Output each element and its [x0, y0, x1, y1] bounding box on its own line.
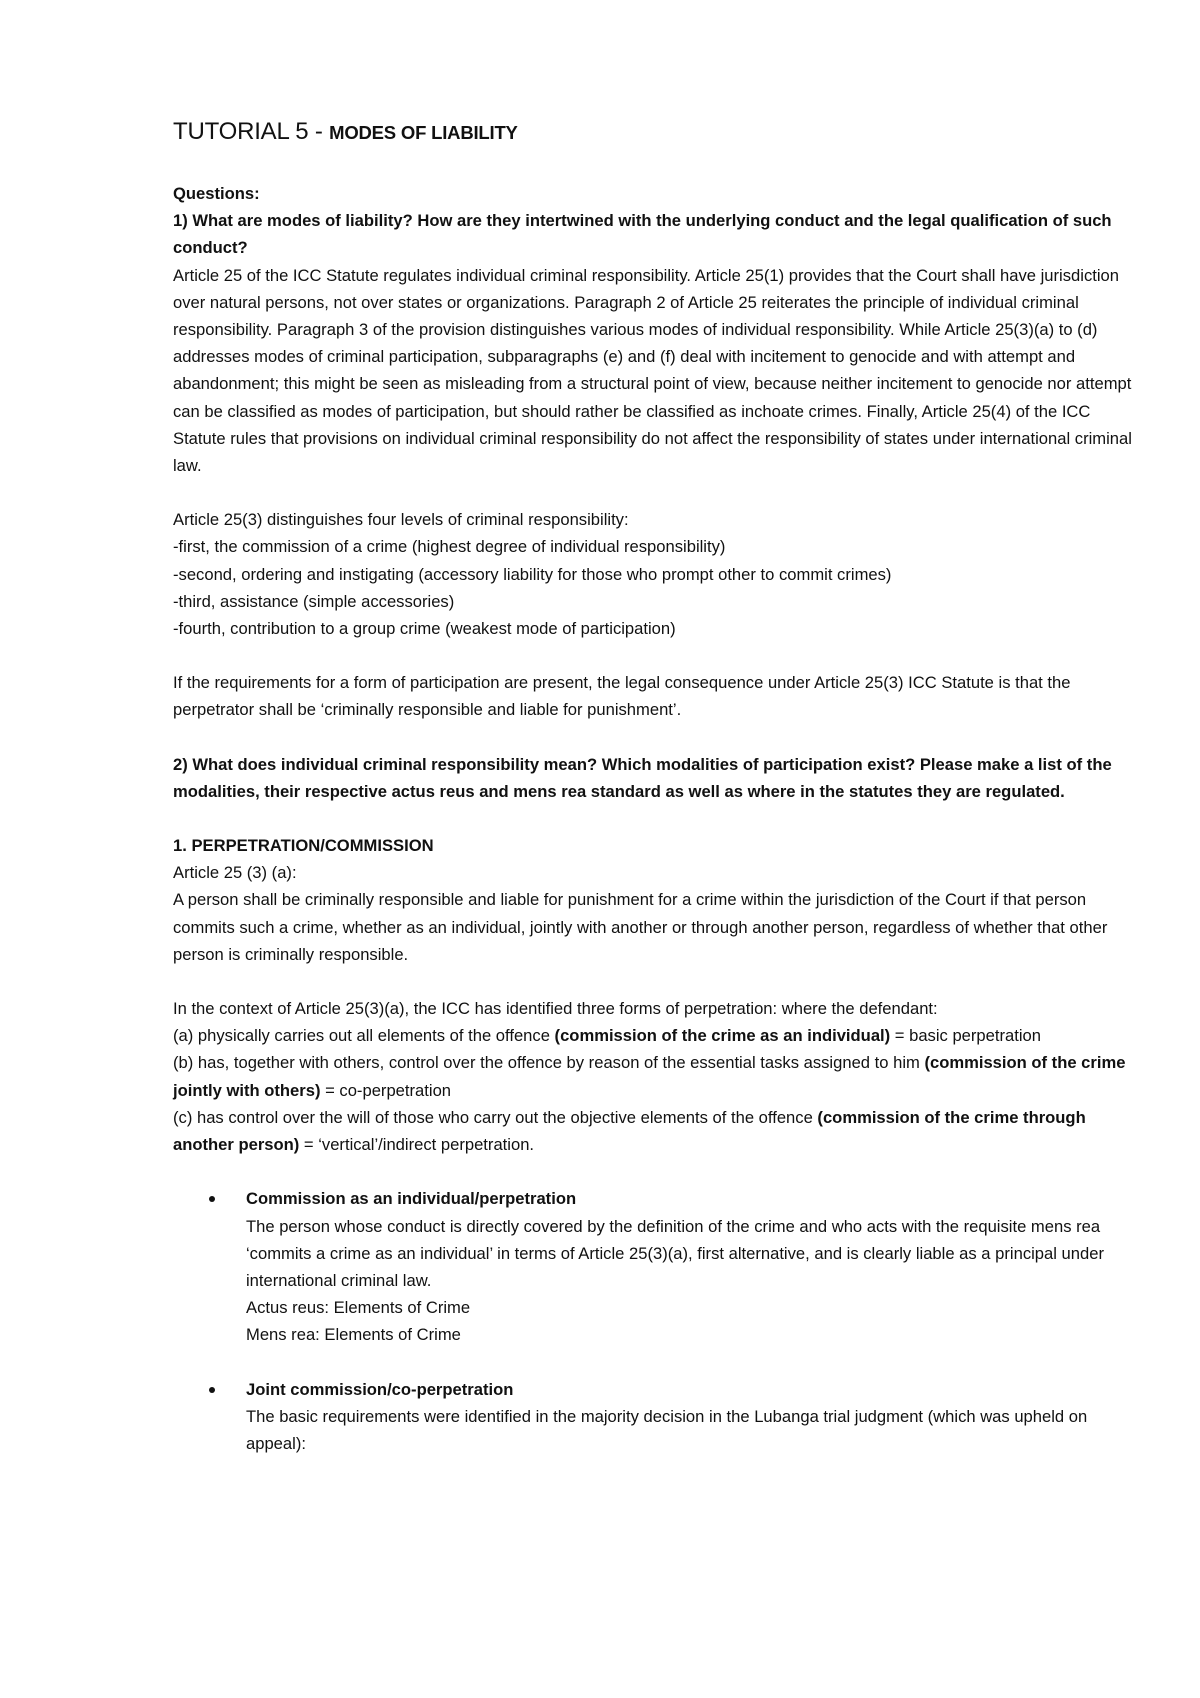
- bullet-2-heading: Joint commission/co-perpetration: [246, 1379, 514, 1399]
- level-item: -third, assistance (simple accessories): [173, 591, 455, 611]
- bullet-1-mens: Mens rea: Elements of Crime: [246, 1325, 461, 1345]
- form-b-text: (b) has, together with others, control over the offence by reason of the essential tasks assigned to him: [173, 1053, 925, 1073]
- form-a-text: (a) physically carries out all elements of the offence: [173, 1026, 555, 1046]
- form-b: [173, 1049, 1133, 1103]
- bullet-1-actus: Actus reus: Elements of Crime: [246, 1298, 471, 1318]
- form-c: [173, 1104, 1133, 1158]
- form-a-bold: (commission of the crime as an individual): [554, 1026, 891, 1046]
- bullet-icon: [209, 1196, 215, 1202]
- bullet-icon: [209, 1387, 215, 1393]
- form-c-post: = ‘vertical’/indirect perpetration.: [299, 1135, 535, 1155]
- section-1-heading: 1. PERPETRATION/COMMISSION: [173, 836, 434, 856]
- document-title: [173, 118, 1133, 146]
- answer-1-paragraph: Article 25 of the ICC Statute regulates individual criminal responsibility. Article 25(1) provides that the Court shall have jurisdiction over natural persons, not over states or organizations. Paragraph 2 of Article 25 reiterates the principle of individual criminal responsibility. Paragraph 3 of the provision distinguishes various modes of individual responsibility. While Article 25(3)(a) to (d) addresses modes of criminal participation, subparagraphs (e) and (f) deal with incitement to genocide and with attempt and abandonment; this might be seen as misleading from a structural point of view, because neither incitement to genocide nor attempt can be classified as modes of participation, but should rather be classified as inchoate crimes. Finally, Article 25(4) of the ICC Statute rules that provisions on individual criminal responsibility do not affect the responsibility of states under international criminal law.: [173, 265, 1132, 476]
- level-item: -second, ordering and instigating (accessory liability for those who prompt other to commit crimes): [173, 564, 892, 584]
- questions-label: Questions:: [173, 184, 260, 203]
- bullet-commission-individual: [173, 1185, 1133, 1348]
- bullet-2-text: The basic requirements were identified in the majority decision in the Lubanga trial judgment (which was upheld on appeal):: [246, 1406, 1088, 1453]
- form-b-post: = co-perpetration: [320, 1080, 452, 1100]
- forms-intro: In the context of Article 25(3)(a), the ICC has identified three forms of perpetration: where the defendant:: [173, 999, 938, 1019]
- level-item: -first, the commission of a crime (highest degree of individual responsibility): [173, 537, 726, 557]
- title-main: TUTORIAL 5 -: [173, 118, 330, 145]
- level-item: -fourth, contribution to a group crime (weakest mode of participation): [173, 619, 676, 639]
- bullet-1-heading: Commission as an individual/perpetration: [246, 1189, 577, 1209]
- form-a: [173, 1022, 1133, 1049]
- consequence-paragraph: If the requirements for a form of participation are present, the legal consequence under Article 25(3) ICC Statute is that the perpetrator shall be ‘criminally responsible and liable for punishment’.: [173, 673, 1071, 720]
- section-1-text: A person shall be criminally responsible and liable for punishment for a crime within the jurisdiction of the Court if that person commits such a crime, whether as an individual, jointly with another or through another person, regardless of whether that other person is criminally responsible.: [173, 890, 1108, 964]
- question-2: 2) What does individual criminal responsibility mean? Which modalities of participation exist? Please make a list of the modalities, their respective actus reus and mens rea standard as well as where in the statutes they are regulated.: [173, 754, 1112, 801]
- bullet-1-text: The person whose conduct is directly covered by the definition of the crime and who acts with the requisite mens rea ‘commits a crime as an individual’ in terms of Article 25(3)(a), first alternative, and is clearly liable as a principal under international criminal law.: [246, 1216, 1104, 1290]
- question-1: 1) What are modes of liability? How are they intertwined with the underlying conduct and the legal qualification of such conduct?: [173, 211, 1112, 258]
- form-b-bold: (commission of the crime jointly with others): [173, 1053, 1126, 1100]
- levels-intro: Article 25(3) distinguishes four levels of criminal responsibility:: [173, 510, 629, 530]
- bullet-joint-commission: [173, 1376, 1133, 1458]
- form-c-bold: (commission of the crime through another person): [173, 1107, 1086, 1155]
- document-page: [173, 118, 1133, 1457]
- form-a-post: = basic perpetration: [890, 1026, 1042, 1046]
- title-sub: MODES OF LIABILITY: [329, 122, 518, 143]
- section-1-article: Article 25 (3) (a):: [173, 863, 297, 883]
- form-c-text: (c) has control over the will of those who carry out the objective elements of the offence: [173, 1107, 818, 1127]
